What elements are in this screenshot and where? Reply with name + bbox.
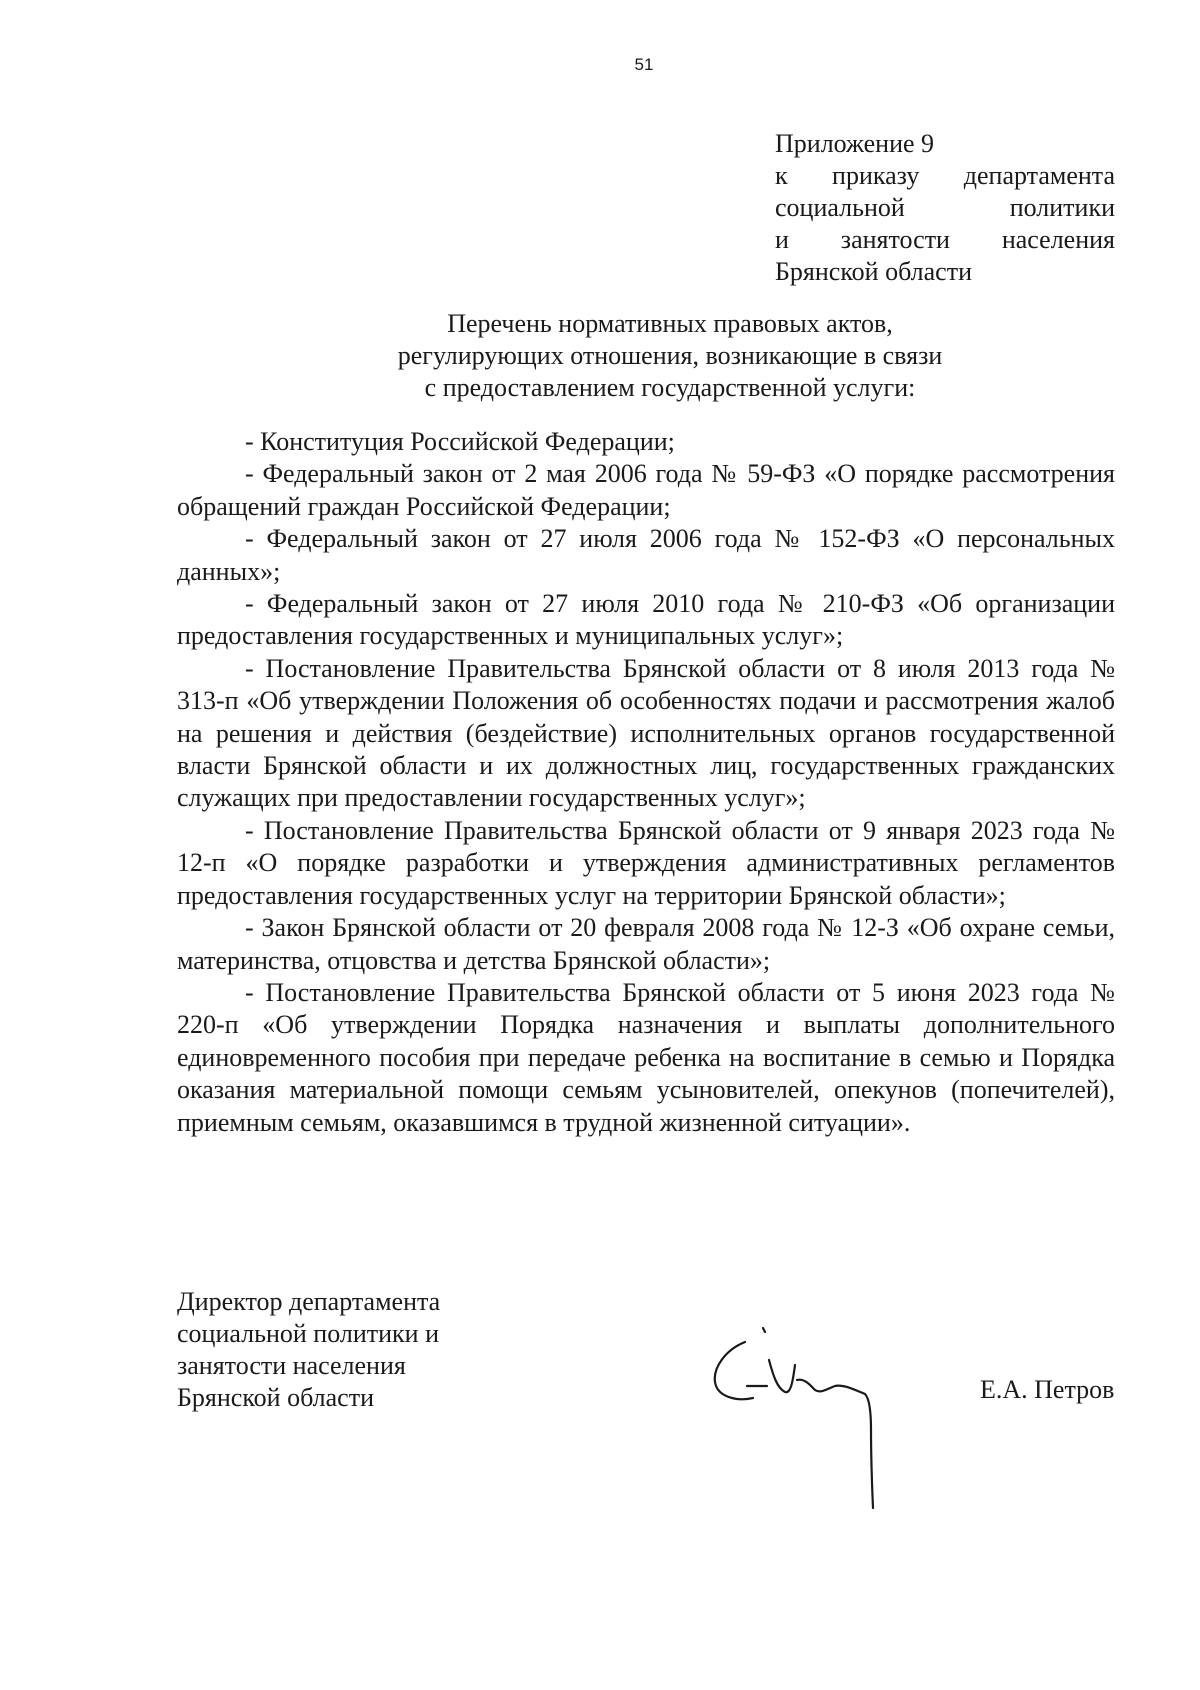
appendix-line-4: и занятости населения bbox=[775, 225, 1115, 254]
signatory-line-2: социальной политики и bbox=[177, 1319, 439, 1348]
appendix-line-2: к приказу департамента bbox=[775, 161, 1115, 190]
appendix-line-5: Брянской области bbox=[775, 257, 972, 286]
title-line-2: регулирующих отношения, возникающие в связи bbox=[397, 341, 943, 370]
list-item: - Постановление Правительства Брянской области от 5 июня 2023 года № 220-п «Об утверждении Порядка назначения и выплаты дополнительного единовременного пособия при передаче ребенка на воспитание в семью и Порядка оказания материальной помощи семьям усыновителей, опекунов (попечителей), приемным семьям, оказавшимся в трудной жизненной ситуации». bbox=[177, 977, 1115, 1137]
title-line-1: Перечень нормативных правовых актов, bbox=[447, 309, 893, 338]
signatory-line-1: Директор департамента bbox=[177, 1287, 441, 1316]
list-item: - Постановление Правительства Брянской области от 8 июля 2013 года № 313-п «Об утверждении Положения об особенностях подачи и рассмотрения жалоб на решения и действия (бездействие) исполнительных органов государственной власти Брянской области и их должностных лиц, государственных гражданских служащих при предоставлении государственных услуг»; bbox=[177, 653, 1115, 813]
handwritten-signature-icon bbox=[705, 1320, 935, 1520]
title-line-3: с предоставлением государственной услуги: bbox=[424, 373, 916, 402]
list-item: - Федеральный закон от 27 июля 2006 года № 152-ФЗ «О персональных данных»; bbox=[177, 524, 1115, 586]
signatory-line-3: занятости населения bbox=[177, 1351, 406, 1380]
document-title bbox=[300, 308, 1040, 404]
page-number: 51 bbox=[634, 55, 654, 74]
appendix-line-1: Приложение 9 bbox=[775, 129, 935, 158]
signatory-position bbox=[177, 1286, 597, 1414]
list-item: - Конституция Российской Федерации; bbox=[245, 427, 675, 456]
legal-acts-list bbox=[177, 426, 1115, 1139]
signatory-line-4: Брянской области bbox=[177, 1383, 374, 1412]
list-item: - Федеральный закон от 27 июля 2010 года № 210-ФЗ «Об организации предоставления государственных и муниципальных услуг»; bbox=[177, 589, 1115, 651]
list-item: - Постановление Правительства Брянской области от 9 января 2023 года № 12-п «О порядке разработки и утверждения административных регламентов предоставления государственных услуг на территории Брянской области»; bbox=[177, 815, 1115, 910]
list-item: - Закон Брянской области от 20 февраля 2008 года № 12-З «Об охране семьи, материнства, отцовства и детства Брянской области»; bbox=[177, 913, 1115, 975]
list-item: - Федеральный закон от 2 мая 2006 года № 59-ФЗ «О порядке рассмотрения обращений граждан Российской Федерации; bbox=[177, 459, 1115, 521]
appendix-line-3: социальной политики bbox=[775, 193, 1115, 222]
signer-name: Е.А. Петров bbox=[980, 1375, 1115, 1404]
appendix-header bbox=[775, 128, 1115, 288]
